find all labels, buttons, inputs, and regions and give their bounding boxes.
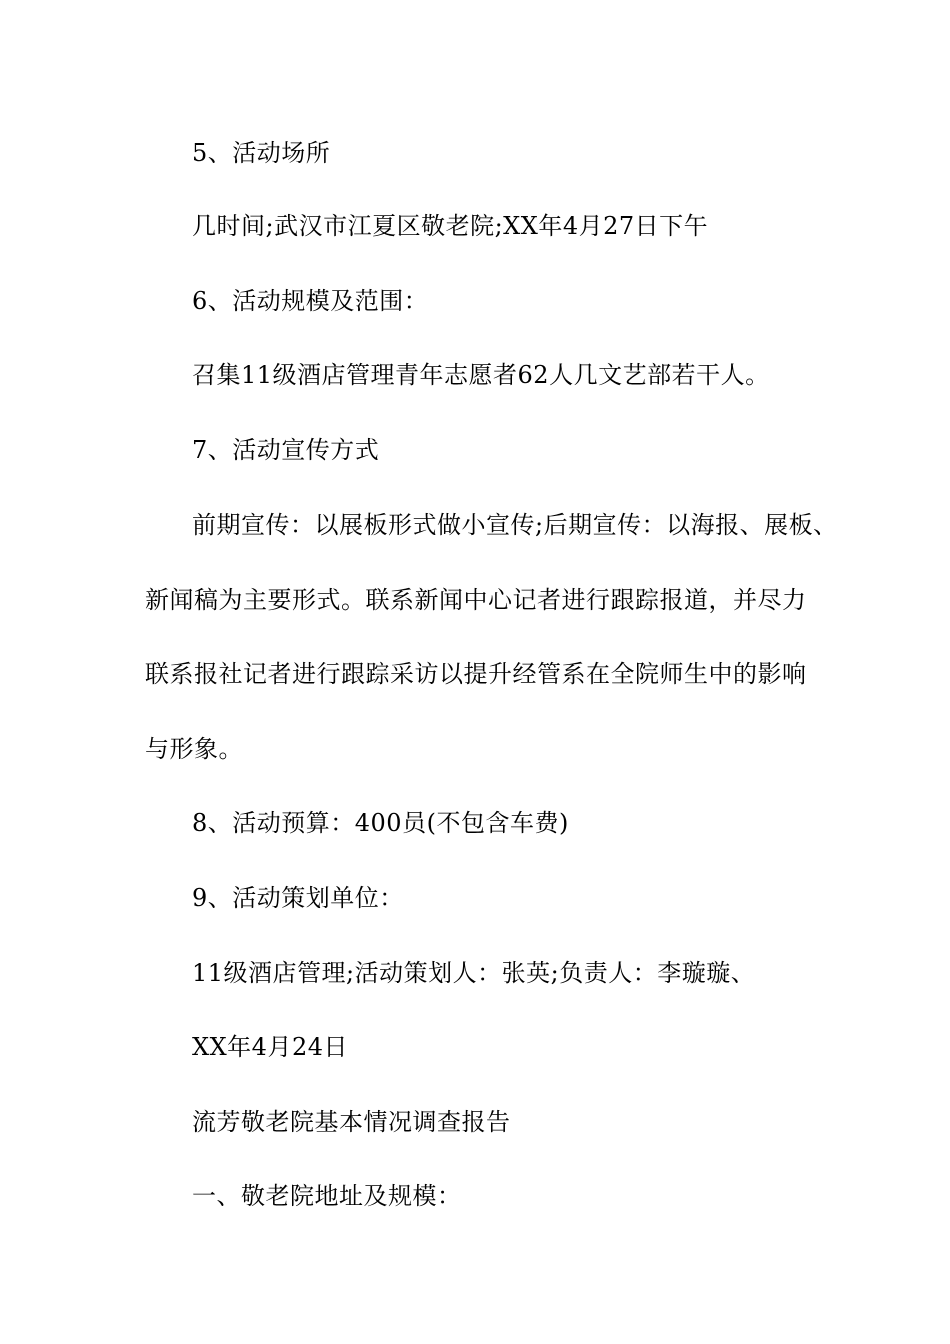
paragraph-publicity-line-1: 前期宣传：以展板形式做小宣传;后期宣传：以海报、展板、	[192, 511, 838, 539]
section-6-heading: 6、活动规模及范围：	[192, 287, 429, 315]
document-date: XX年4月24日	[192, 1033, 348, 1061]
section-5-heading: 5、活动场所	[192, 139, 331, 167]
paragraph-publicity-line-3: 联系报社记者进行跟踪采访以提升经管系在全院师生中的影响	[145, 660, 807, 688]
report-title: 流芳敬老院基本情况调查报告	[192, 1108, 511, 1136]
section-8-budget: 8、活动预算：400员(不包含车费)	[192, 809, 569, 837]
paragraph-scale: 召集11级酒店管理青年志愿者62人几文艺部若干人。	[192, 361, 770, 389]
section-7-heading: 7、活动宣传方式	[192, 436, 380, 464]
paragraph-publicity-line-4: 与形象。	[145, 735, 243, 763]
paragraph-publicity-line-2: 新闻稿为主要形式。联系新闻中心记者进行跟踪报道，并尽力	[145, 586, 807, 614]
section-9-heading: 9、活动策划单位：	[192, 884, 404, 912]
paragraph-organizer: 11级酒店管理;活动策划人：张英;负责人：李璇璇、	[192, 959, 756, 987]
paragraph-time-place: 几时间;武汉市江夏区敬老院;XX年4月27日下午	[192, 212, 709, 240]
report-section-1-heading: 一、敬老院地址及规模：	[192, 1182, 462, 1210]
